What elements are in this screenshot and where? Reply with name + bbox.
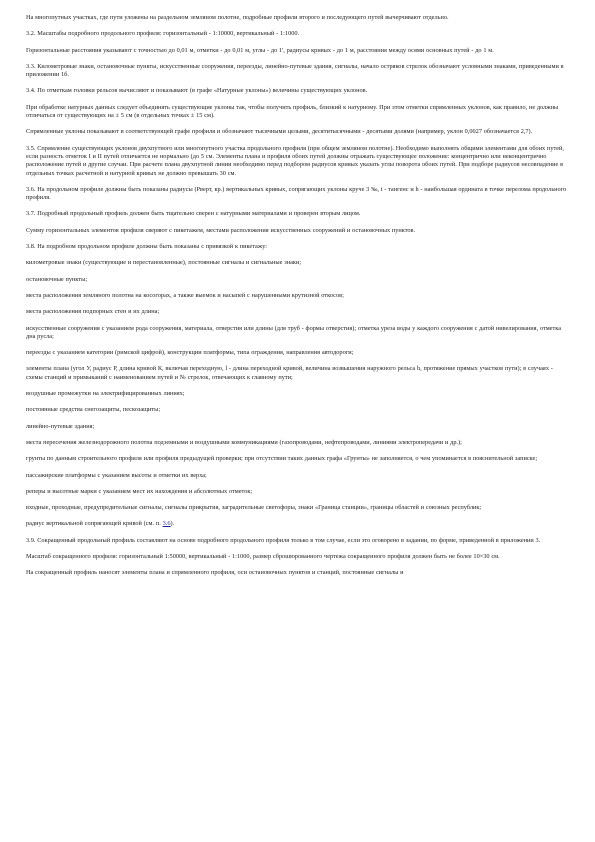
list-item: переезды с указанием категории (римской цифрой), конструкции платформы, типа ограждения, направления автодороги;: [26, 349, 354, 357]
paragraph: Горизонтальные расстояния указывают с точностью до 0,01 м, отметки - до 0,01 м, углы - до 1', радиусы кривых - до 1 м, расстояния между осями основных путей - до 1 м.: [26, 46, 494, 54]
paragraph: 3.5. Спрямление существующих уклонов двухпутного или многопутного участка продольного профиля (при общем земляном полотне). Необходимо выполнять общими элементами для обоих путей, если разность отметок I и II путей отличается не нормально (до 5 см. Элементы плана и профиля обоих путей должны отражать существующее положение: концентрично или неконцентрично расположение путей и другие случаи. При расчете плана двухпутной линии необходимо перед подбором радиусов кривых указать углы поворота обоих путей. При подборе радиусов несовпадение в отдельных точках расчетной и натурной кривых не должно превышать 30 см.: [26, 144, 564, 177]
list-item: реперы и высотные марки с указанием мест их нахождения и абсолютных отметок;: [26, 487, 253, 495]
list-item: грунты по данным строительного профиля или профиля предыдущей проверки; при отсутствии таких данных графа «Грунты» не заполняется, о чем упоминается в пояснительной записке;: [26, 455, 538, 463]
list-item: радиус вертикальной сопрягающей кривой (см. п. 3.6).: [26, 520, 175, 528]
paragraph: 3.6. На продольном профиле должны быть показаны радиусы (Рверт, кр.) вертикальных кривых, сопрягающих уклоны круче 3 ‰, t - тангенс и h - наибольшая ордината в точке перелома продольного профиля.: [26, 185, 567, 202]
paragraph: На сокращенный профиль наносят элементы плана и спрямленного профиля, оси остановочных пунктов и станций, постоянные сигналы и: [26, 569, 404, 577]
list-item: постоянные средства снегозащиты, пескозащиты;: [26, 406, 161, 414]
paragraph: Спрямленные уклоны показывают в соответствующей графе профиля и обозначают тысячными целыми, десятитысячными - десятыми долями (например, уклон 0,0027 обозначается 2,7).: [26, 128, 533, 136]
paragraph: 3.8. На подробном продольном профиле должны быть показаны с привязкой к пикетажу:: [26, 243, 268, 251]
paragraph: 3.9. Сокращенный продольный профиль составляют на основе подробного продольного профиля только в том случае, если это оговорено в задании, по форме, приведенной в приложении 3.: [26, 536, 541, 544]
list-item: места расположения подпорных стен и их длина;: [26, 308, 160, 316]
paragraph: 3.7. Подробный продольный профиль должен быть тщательно сверен с натурными материалами и проверен вторым лицом.: [26, 210, 361, 218]
list-item: линейно-путевые здания;: [26, 422, 95, 430]
paragraph: При обработке натурных данных следует объединять существующие уклоны так, чтобы получить профиль, близкий к натурному. При этом отметки спрямленных уклонов, как правило, не должны отличаться от существующих на ± 5 см (в отдельных точках ± 15 см).: [26, 103, 559, 120]
list-item: элементы плана (угол У, радиус Р, длина кривой К, включая переходную, l - длина переходной кривой, величина возвышения наружного рельса h, протяжение прямых участков пути); в случаях - схемы станций и примыканий с наименованием путей и № стрелок, отвечающих к главному пути;: [26, 365, 553, 381]
section-reference-link[interactable]: 3.6: [162, 520, 171, 528]
list-item: входные, проходные, предупредительные сигналы, сигналы прикрытия, заградительные светофоры, знаки «Граница станции», границы областей и союзных республик;: [26, 504, 482, 512]
list-item: места расположения земляного полотна на косогорах, а также выемок и насыпей с нарушенными крутизной откосов;: [26, 291, 344, 299]
list-item: места пересечения железнодорожного полотна подземными и воздушными коммуникациями (газопроводами, нефтепроводами, линиями электропередачи и др.);: [26, 438, 462, 446]
paragraph: Масштаб сокращенного профиля: горизонтальный 1:50000, вертикальный - 1:1000, размер сброшюрованного чертежа сокращенного профиля должен быть не более 10×30 см.: [26, 552, 500, 560]
paragraph: 3.4. По отметкам головки рельсов вычисляют и показывают (в графе «Натурные уклоны») величины существующих уклонов.: [26, 87, 368, 95]
list-item: искусственные сооружения с указанием рода сооружения, материала, отверстия или длины (для труб - формы отверстия); отметка уреза воды у каждого сооружения с датой нивелирования, отметка дна русла;: [26, 324, 561, 340]
paragraph: 3.2. Масштабы подробного продольного профиля: горизонтальный - 1:10000, вертикальный - 1:1000.: [26, 30, 300, 38]
paragraph: 3.3. Километровые знаки, остановочные пункты, искусственные сооружения, переезды, линейно-путевые здания, сигналы, начало остряков стрелок обозначают условными знаками, приведенными в приложении 1б.: [26, 62, 564, 79]
list-item: воздушные промежутки на электрифицированных линиях;: [26, 390, 185, 398]
paragraph: Сумму горизонтальных элементов профиля сверяют с пикетажем, местами расположения искусственных сооружений и остановочных пунктов.: [26, 226, 416, 234]
list-item: пассажирские платформы с указанием высоты и отметки их верха;: [26, 471, 207, 479]
list-item: километровые знаки (существующие и перестановленные), постоянные сигналы и сигнальные знаки;: [26, 259, 302, 267]
paragraph: На многопутных участках, где пути уложены на раздельном земляном полотне, подробные профили второго и последующего путей вычерчивают отдельно.: [26, 14, 449, 21]
list-item: остановочные пункты;: [26, 275, 88, 283]
